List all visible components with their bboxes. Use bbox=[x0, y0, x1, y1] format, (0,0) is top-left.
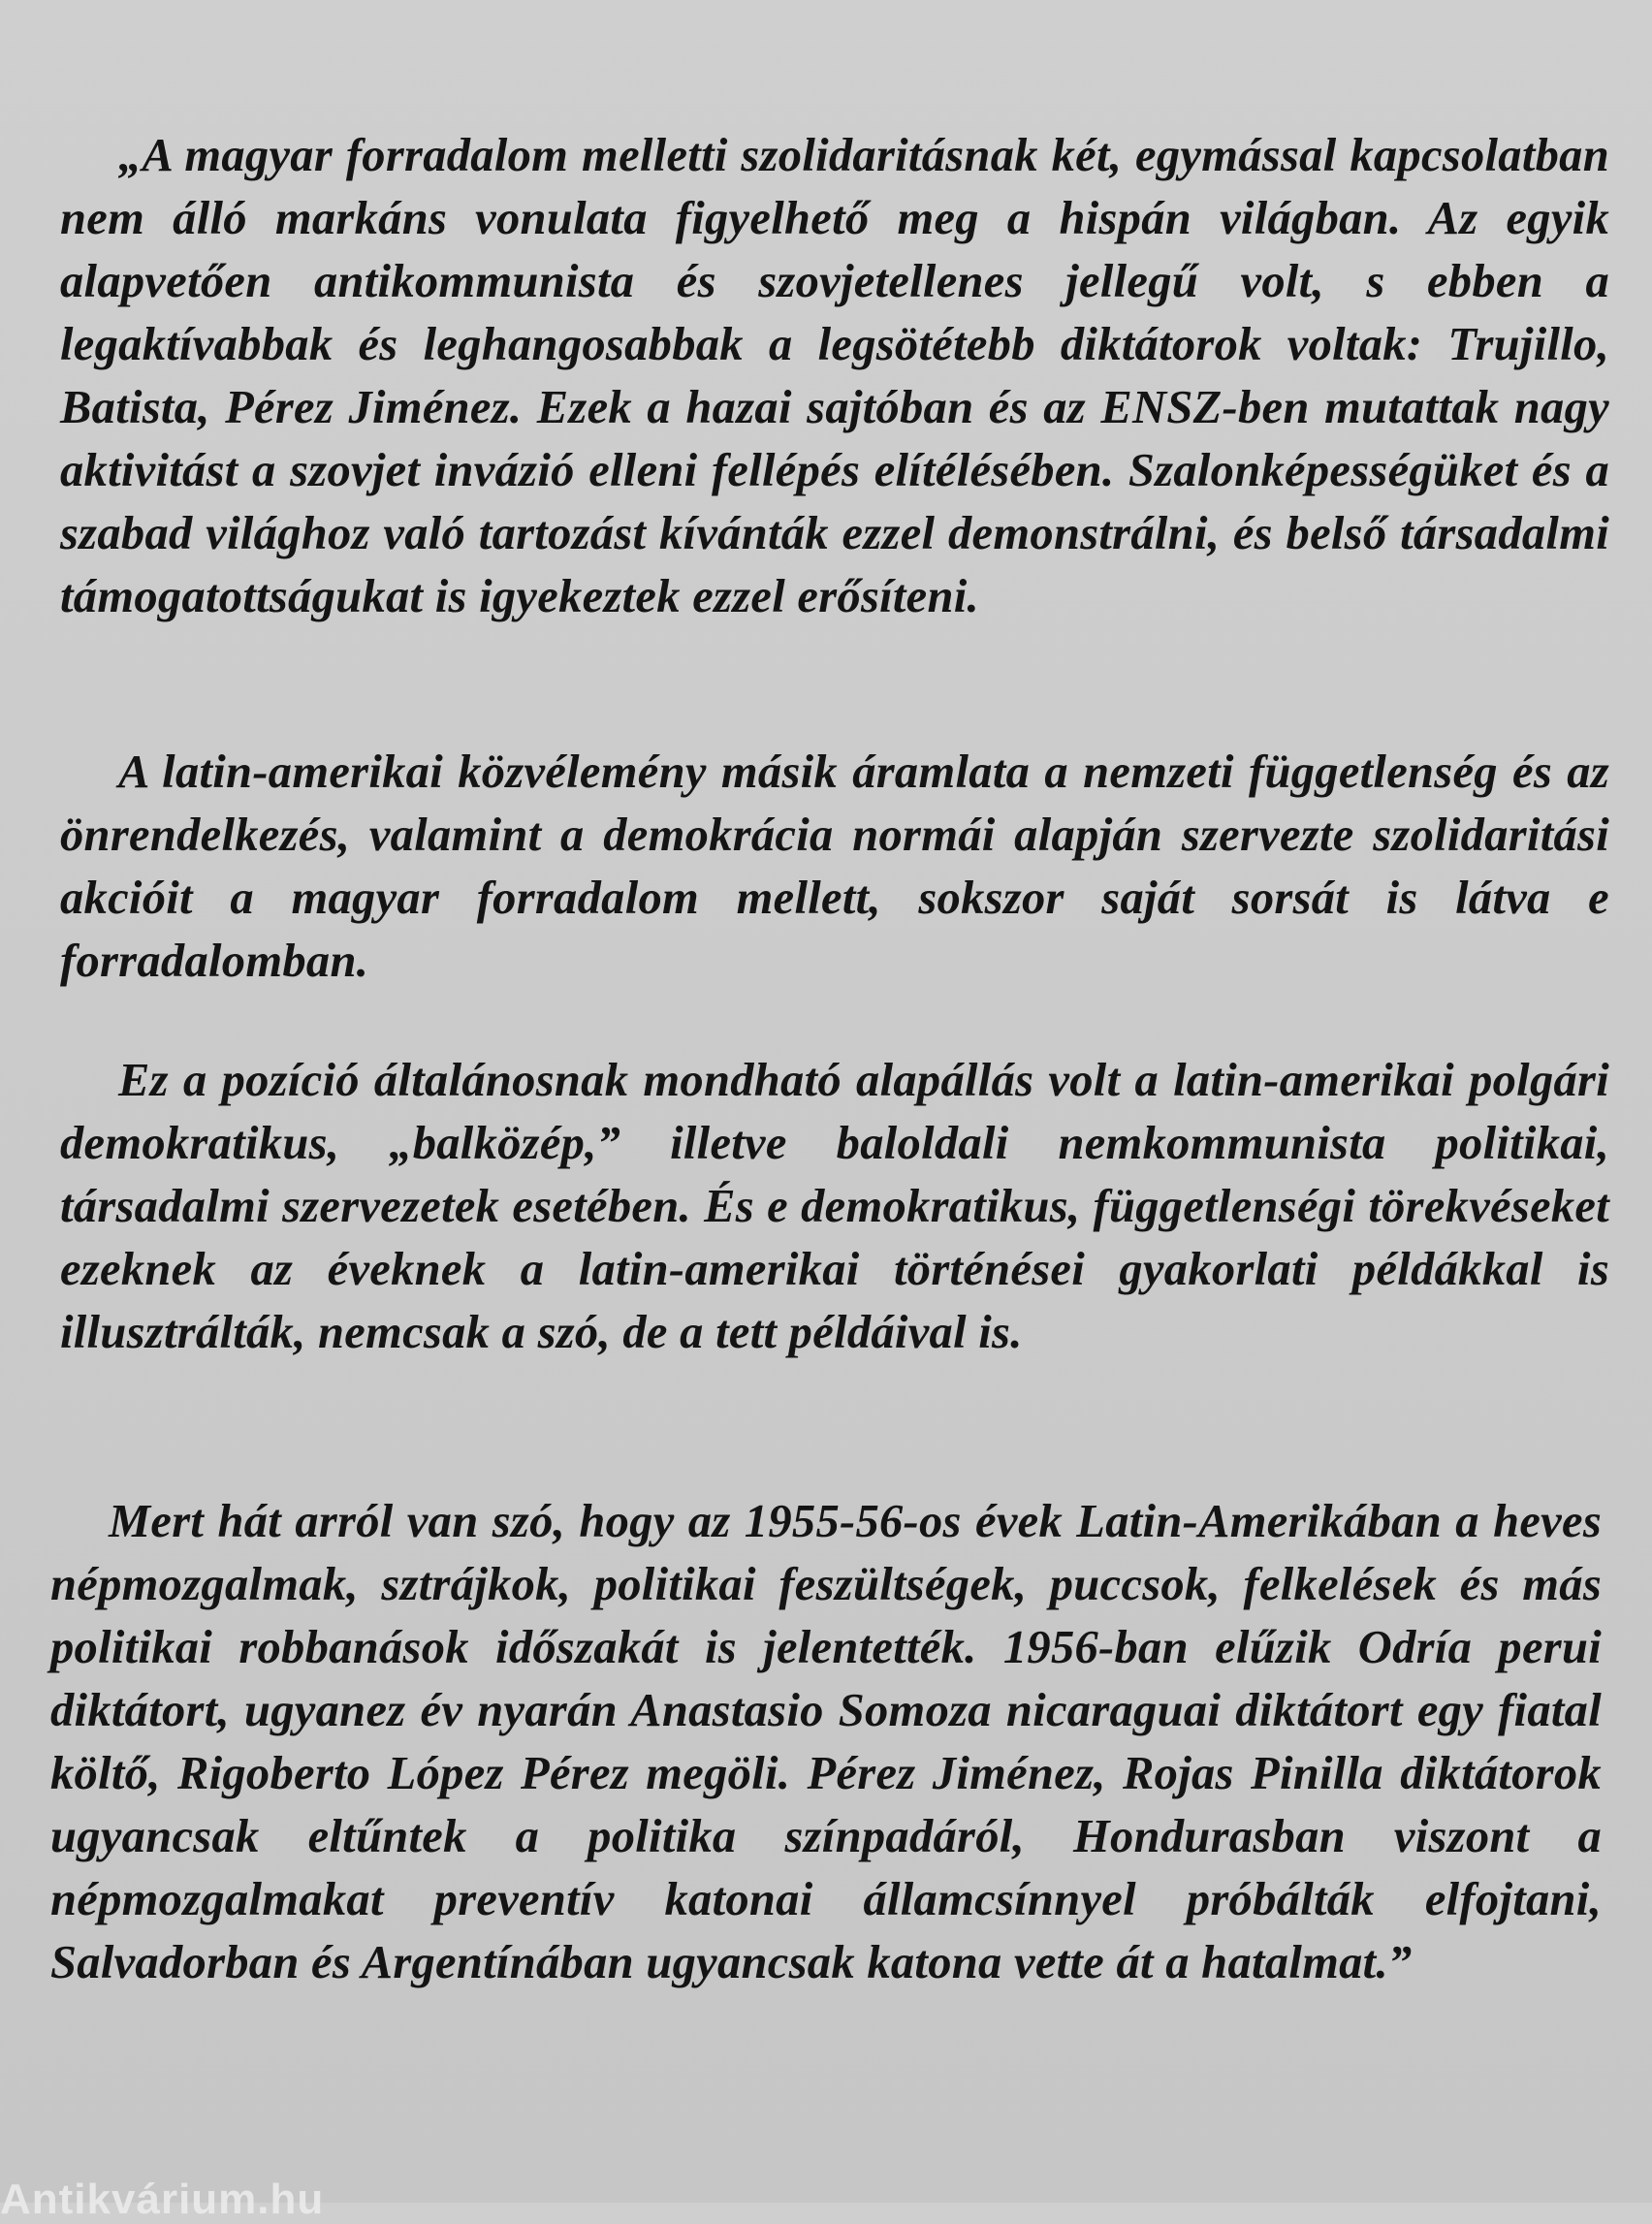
paragraph-3 bbox=[60, 1049, 1609, 1364]
paragraph-4-text: Mert hát arról van szó, hogy az 1955-56-os évek Latin-Amerikában a heves népmozgalmak, sztrájkok, politikai feszültségek, puccsok, felkelések és más politikai robbanások időszakát is jelentették. 1956-ban elűzik Odría perui diktátort, ugyanez év nyarán Anastasio Somoza nicaraguai diktátort egy fiatal költő, Rigoberto López Pérez megöli. Pérez Jiménez, Rojas Pinilla diktátorok ugyancsak eltűntek a politika színpadáról, Hondurasban viszont a népmozgalmakat preventív katonai államcsínnyel próbálták elfojtani, Salvadorban és Argentínában ugyancsak katona vette át a hatalmat.” bbox=[50, 1496, 1602, 1988]
watermark: Antikvárium.hu bbox=[0, 2176, 325, 2223]
paragraph-4 bbox=[50, 1490, 1602, 1994]
paragraph-2-text: A latin-amerikai közvélemény másik áramlata a nemzeti függetlenség és az önrendelkezés, valamint a demokrácia normái alapján szervezte szolidaritási akcióit a magyar forradalom mellett, sokszor saját sorsát is látva e forradalomban. bbox=[60, 747, 1609, 987]
paragraph-1 bbox=[60, 124, 1609, 628]
paragraph-1-text: „A magyar forradalom melletti szolidaritásnak két, egymással kapcsolatban nem álló markáns vonulata figyelhető meg a hispán világban. Az egyik alapvetően antikommunista és szovjetellenes jellegű volt, s ebben a legaktívabbak és leghangosabbak a legsötétebb diktátorok voltak: Trujillo, Batista, Pérez Jiménez. Ezek a hazai sajtóban és az ENSZ-ben mutattak nagy aktivitást a szovjet invázió elleni fellépés elítélésében. Szalonképességüket és a szabad világhoz való tartozást kívánták ezzel demonstrálni, és belső társadalmi támogatottságukat is igyekeztek ezzel erősíteni. bbox=[60, 130, 1609, 622]
paragraph-2 bbox=[60, 741, 1609, 993]
paragraph-3-text: Ez a pozíció általánosnak mondható alapállás volt a latin-amerikai polgári demokratikus, „balközép,” illetve baloldali nemkommunista politikai, társadalmi szervezetek esetében. És e demokratikus, függetlenségi törekvéseket ezeknek az éveknek a latin-amerikai történései gyakorlati példákkal is illusztrálták, nemcsak a szó, de a tett példáival is. bbox=[60, 1055, 1609, 1358]
